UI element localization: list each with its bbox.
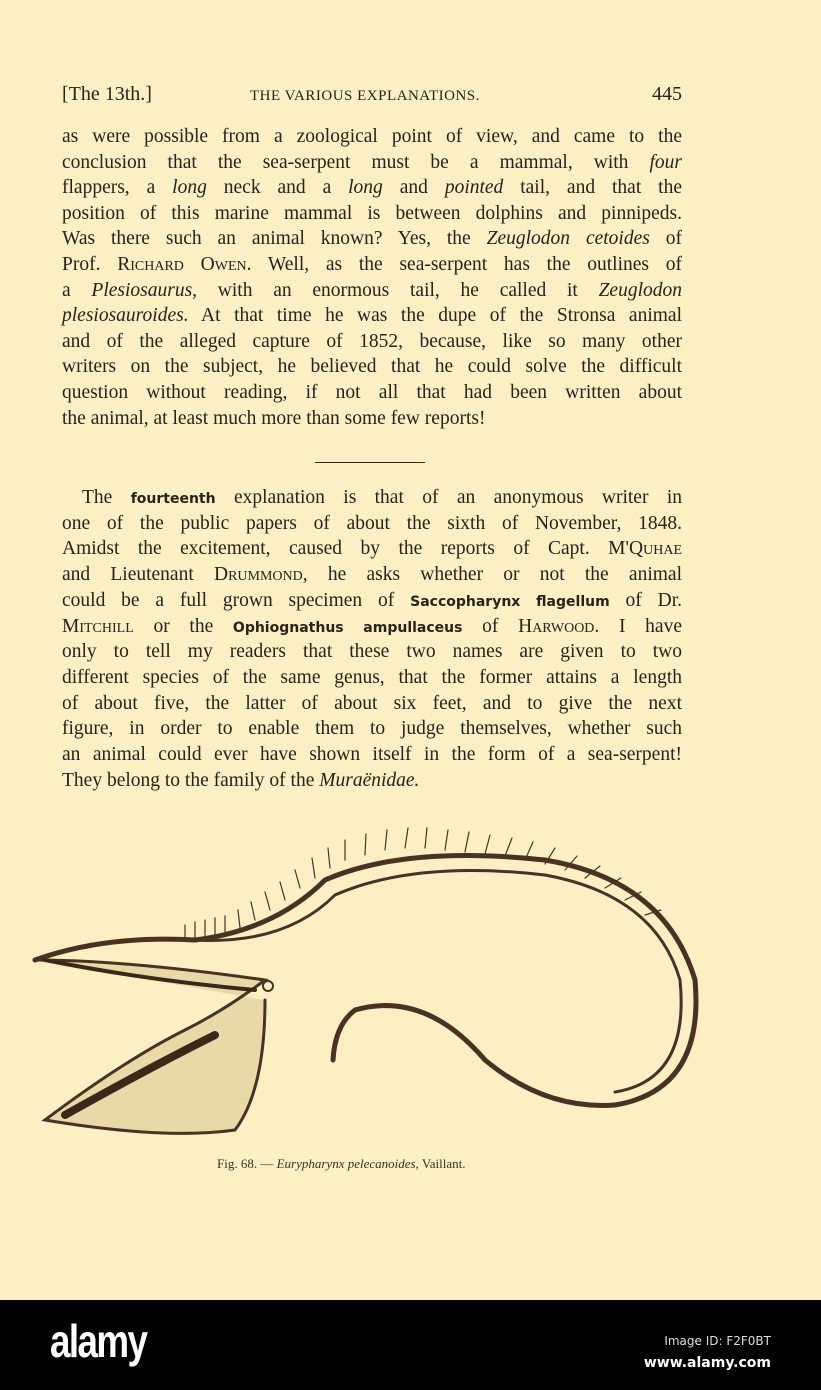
text-segment: writers on the subject, he believed that he could solve the difficult — [62, 356, 682, 378]
italic-text: long — [172, 177, 207, 199]
text-segment: The — [82, 487, 131, 508]
text-segment: . I have — [594, 615, 682, 637]
text-line — [62, 304, 682, 328]
caption-author: , Vaillant. — [415, 1156, 466, 1171]
small-caps-name: Harwood — [518, 615, 595, 637]
text-line — [62, 640, 682, 664]
text-segment: and Lieutenant — [62, 564, 214, 586]
text-segment: a — [62, 279, 92, 301]
italic-text: Muraënidae. — [319, 769, 420, 791]
text-line — [62, 589, 682, 614]
image-id: Image ID: F2F0BT — [664, 1334, 771, 1348]
small-caps-name: Drummond — [213, 564, 303, 586]
text-segment: of about five, the latter of about six feet, and to give the next — [62, 692, 682, 714]
text-segment: an animal could ever have shown itself in the form of a sea-serpent! — [62, 744, 682, 765]
text-segment: and of the alleged capture of 1852, because, like so many other — [62, 330, 682, 352]
text-line — [62, 227, 682, 251]
small-caps-name: Mitchill — [62, 615, 134, 637]
text-line — [62, 151, 682, 175]
text-line — [62, 407, 682, 431]
text-line — [62, 743, 682, 767]
caption-label: Fig. 68. — — [217, 1156, 277, 1171]
italic-text: pointed — [444, 177, 504, 199]
watermark-footer — [0, 1300, 821, 1390]
text-line — [62, 769, 682, 793]
running-head-title: THE VARIOUS EXPLANATIONS. — [250, 88, 480, 104]
text-segment: or the — [133, 615, 233, 637]
text-line — [62, 717, 682, 741]
text-line — [62, 125, 682, 149]
text-line — [62, 253, 682, 277]
text-segment: of Dr. — [609, 589, 683, 611]
italic-text: Plesiosaurus, — [91, 279, 198, 301]
text-segment: flappers, a — [62, 177, 173, 199]
text-line — [62, 512, 682, 536]
text-segment: neck and a — [206, 177, 349, 199]
text-line — [62, 486, 682, 511]
text-segment: , he asks whether or not the animal — [302, 564, 682, 586]
text-line — [62, 355, 682, 379]
text-line — [62, 202, 682, 226]
text-segment: question without reading, if not all that had been written about — [62, 382, 682, 403]
text-segment: as were possible from a zoological point of view, and came to the — [62, 126, 682, 147]
italic-text: Zeuglodon cetoides — [486, 228, 650, 250]
text-segment: one of the public papers of about the sixth of November, 1848. — [62, 512, 682, 534]
text-segment: They belong to the family of the — [62, 769, 320, 791]
text-line — [62, 537, 682, 561]
figure-caption — [217, 1156, 466, 1172]
text-line — [62, 279, 682, 303]
italic-text: Zeuglodon — [598, 279, 682, 301]
text-line — [62, 330, 682, 354]
bold-text: fourteenth — [130, 491, 216, 507]
bold-text: Saccopharynx flagellum — [410, 593, 610, 610]
text-segment: tail, and that the — [503, 177, 682, 199]
italic-text: four — [649, 151, 682, 173]
text-segment: of — [462, 615, 519, 637]
text-line — [62, 381, 682, 405]
text-segment: conclusion that the sea-serpent must be a mammal, with — [62, 151, 650, 173]
running-head-section: [The 13th.] — [62, 83, 152, 105]
text-segment: the animal, at least much more than some few reports! — [62, 407, 486, 429]
text-line — [62, 563, 682, 587]
eel-illustration — [25, 820, 715, 1150]
bold-text: Ophiognathus ampullaceus — [232, 619, 463, 636]
text-segment: position of this marine mammal is between dolphins and pinnipeds. — [62, 202, 682, 224]
small-caps-name: Richard Owen — [117, 254, 247, 275]
text-segment: figure, in order to enable them to judge themselves, whether such — [62, 718, 682, 740]
text-segment: Amidst the excitement, caused by the reports of Capt. M' — [62, 538, 630, 560]
text-segment: At that time he was the dupe of the Stronsa animal — [188, 305, 682, 327]
text-segment: could be a full grown specimen of — [62, 589, 411, 611]
text-segment: and — [382, 177, 445, 199]
text-segment: with an enormous tail, he called it — [197, 279, 599, 301]
text-segment: only to tell my readers that these two names are given to two — [62, 641, 682, 663]
italic-text: plesiosauroides. — [62, 305, 189, 327]
alamy-logo: alamy — [50, 1315, 147, 1367]
page-number: 445 — [652, 83, 682, 105]
text-segment: explanation is that of an anonymous writer in — [215, 487, 682, 508]
text-line — [62, 615, 682, 640]
text-segment: . Well, as the sea-serpent has the outlines of — [246, 254, 682, 275]
caption-species: Eurypharynx pelecanoides — [276, 1156, 416, 1171]
text-segment: of — [649, 228, 682, 250]
text-segment: Was there such an animal known? Yes, the — [62, 228, 487, 250]
small-caps-name: Quhae — [629, 538, 682, 560]
text-line — [62, 176, 682, 200]
italic-text: long — [348, 177, 383, 199]
text-segment: different species of the same genus, that the former attains a length — [62, 666, 682, 688]
text-line — [62, 692, 682, 716]
section-divider — [315, 462, 425, 463]
website-link[interactable]: www.alamy.com — [643, 1355, 771, 1371]
text-segment: Prof. — [62, 254, 118, 275]
text-line — [62, 666, 682, 690]
